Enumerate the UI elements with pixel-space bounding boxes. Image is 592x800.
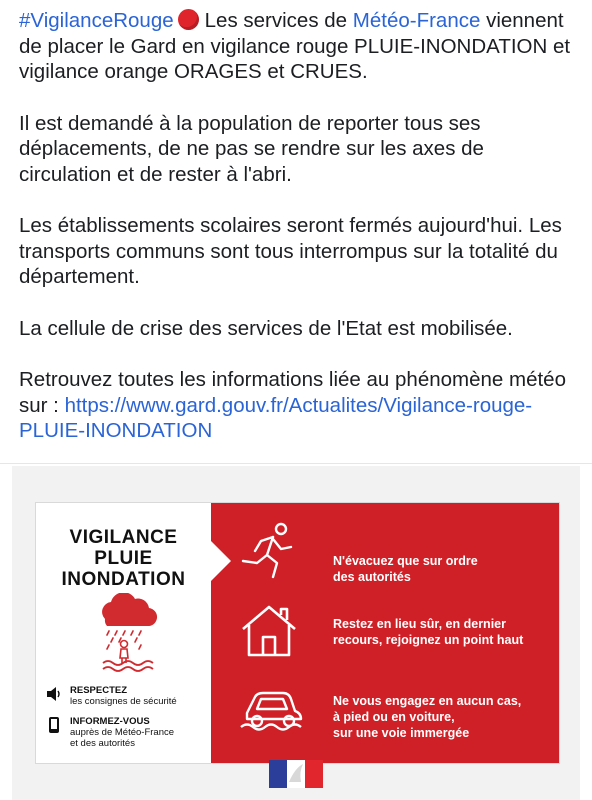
infographic-image[interactable] [12,466,580,800]
post-text [19,8,579,444]
row1-line1: N'évacuez que sur ordre [333,554,478,568]
divider [0,463,592,464]
tip2-body-2: et des autorités [70,738,135,749]
running-person-icon [239,521,299,579]
post-paragraph-4: La cellule de crise des services de l'Etat est mobilisée. [19,316,513,340]
row3-line2: à pied ou en voiture, [333,710,455,724]
hashtag-link[interactable]: #VigilanceRouge [19,9,174,32]
infographic-title [36,527,211,590]
tip2-title: INFORMEZ-VOUS [70,716,150,727]
paragraph5-text: Retrouvez toutes les informations liée au phénomène météo sur : [19,368,566,417]
gard-gouv-link[interactable]: https://www.gard.gouv.fr/Actualites/Vigilance-rouge-PLUIE-INONDATION [19,393,533,442]
intro-text-a: Les services de [204,9,353,32]
submerged-car-icon [239,683,309,735]
title-line1: VIGILANCE [69,527,178,548]
post-paragraph-2: Il est demandé à la population de reporter tous ses déplacements, de ne pas se rendre sur les axes de circulation et de rester à l'abri. [19,111,484,186]
post-paragraph-3: Les établissements scolaires seront fermés aujourd'hui. Les transports communs sont tous interrompus sur la totalité du département. [19,214,562,288]
house-icon [239,603,299,659]
row3-text [333,693,553,741]
tip1-body: les consignes de sécurité [70,696,177,707]
panel-arrow [211,541,231,581]
rain-cloud-icon [91,593,161,673]
meteo-france-link[interactable]: Météo-France [352,9,481,32]
row2-line2: recours, rejoignez un point haut [333,633,524,647]
title-line3: INONDATION [61,569,186,590]
post-paragraph-5 [19,367,579,444]
infographic-right-panel [211,503,559,763]
infographic-left-panel [36,503,211,763]
speaker-icon [46,685,62,703]
post-paragraph-intro [19,8,579,85]
tip2-body-1: auprès de Météo-France [70,727,175,738]
infographic [35,502,560,764]
row3-line3: sur une voie immergée [333,726,470,740]
title-line2: PLUIE [94,548,153,569]
row2-text [333,616,553,648]
phone-icon [46,716,62,734]
french-republic-logo [269,760,323,788]
red-circle-emoji-icon [178,9,199,30]
row1-line2: des autorités [333,570,411,584]
intro-text-b: viennent de placer le Gard en vigilance rouge PLUIE-INONDATION et vigilance orange ORAGES et CRUES. [19,9,571,83]
tip1-title: RESPECTEZ [70,685,128,696]
row2-line1: Restez en lieu sûr, en dernier [333,617,506,631]
row1-text [333,553,553,585]
row3-line1: Ne vous engagez en aucun cas, [333,694,522,708]
